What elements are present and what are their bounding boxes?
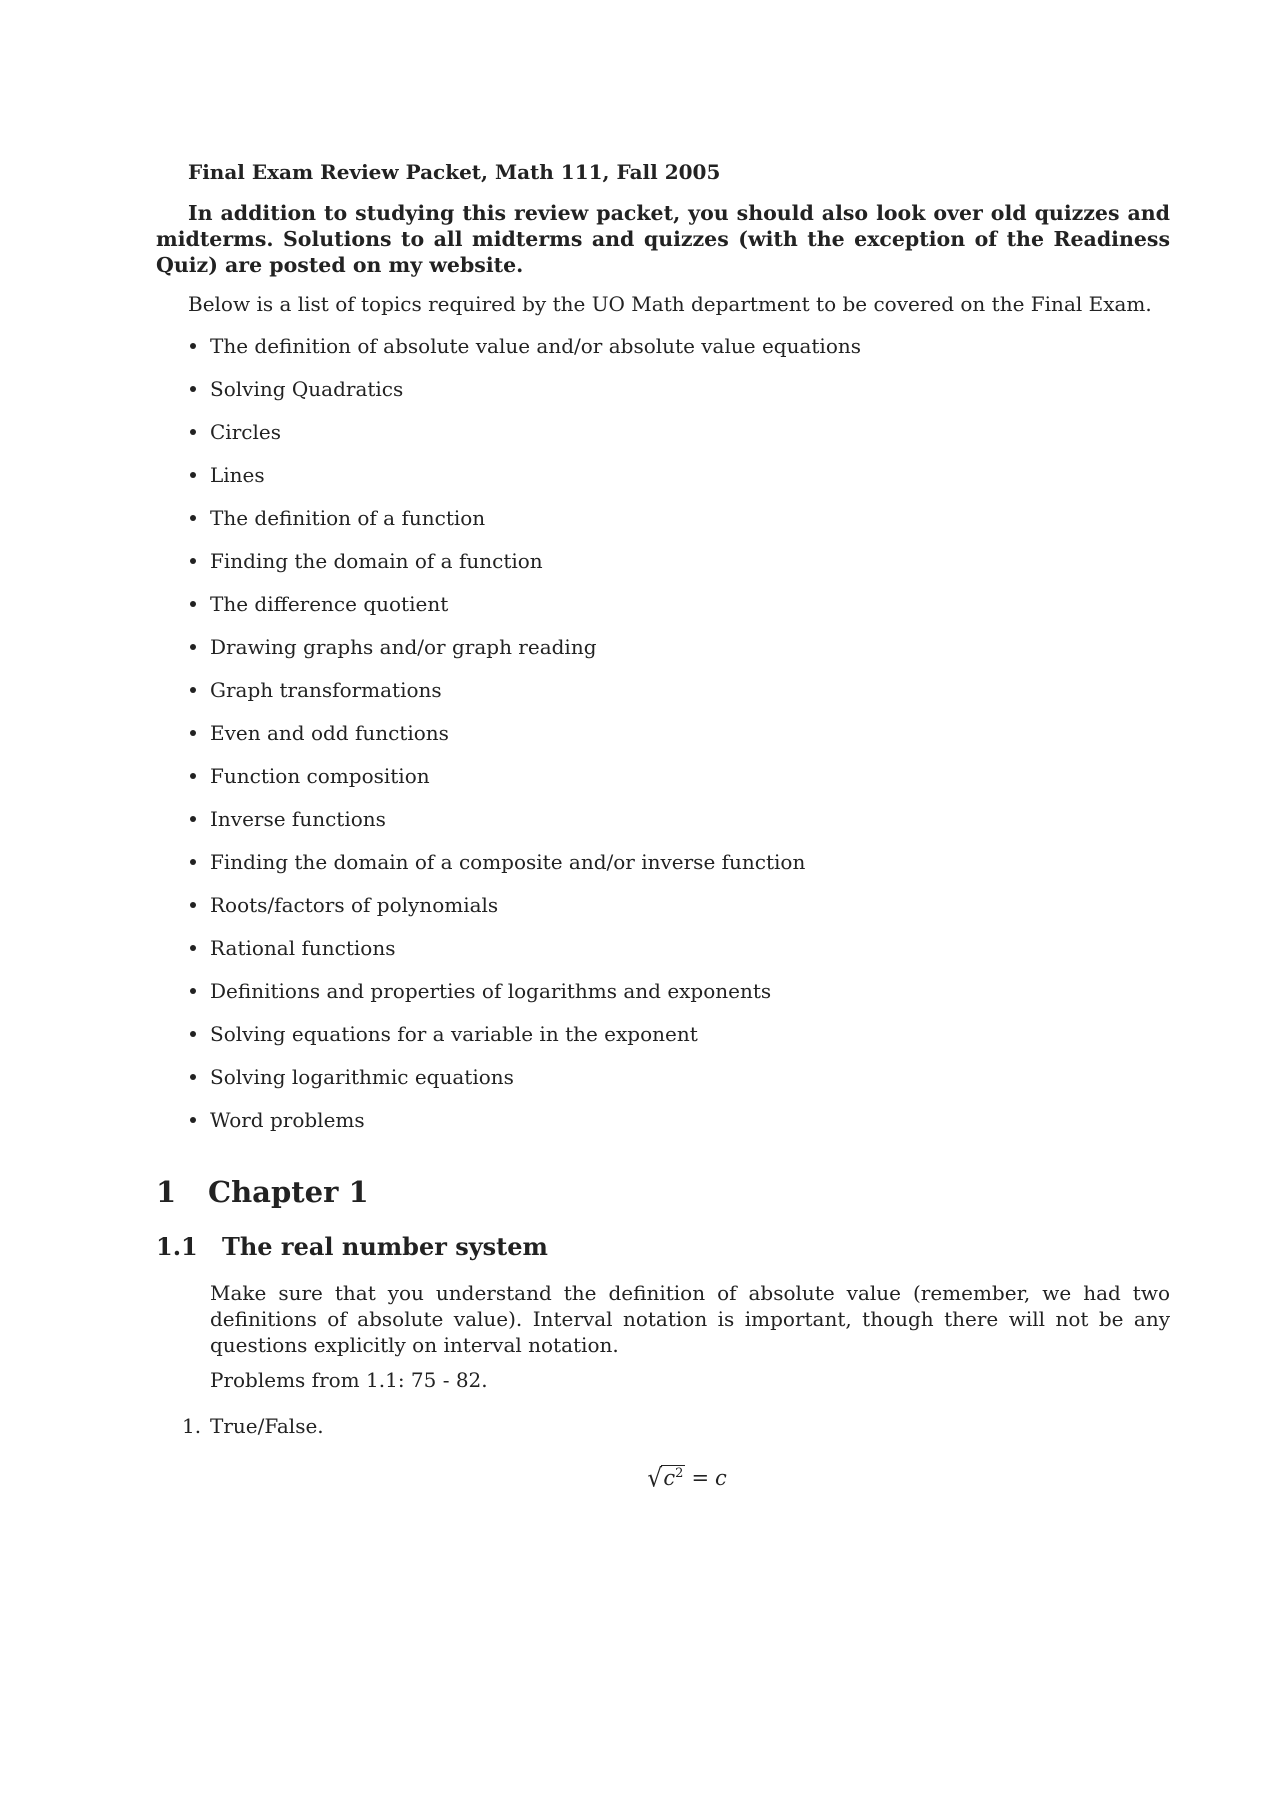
list-item <box>188 549 861 592</box>
bullet-icon <box>190 902 196 908</box>
bullet-icon <box>190 386 196 392</box>
chapter-number: 1 <box>156 1175 177 1209</box>
list-item <box>188 678 861 721</box>
topic-label: Inverse functions <box>210 807 386 831</box>
formula <box>647 1463 727 1493</box>
topic-label: Solving equations for a variable in the exponent <box>210 1022 698 1046</box>
bullet-icon <box>190 343 196 349</box>
bullet-icon <box>190 515 196 521</box>
list-item <box>188 1065 861 1108</box>
topic-label: The definition of a function <box>210 506 486 530</box>
topic-label: Rational functions <box>210 936 396 960</box>
list-item <box>188 635 861 678</box>
bullet-icon <box>190 601 196 607</box>
list-item <box>188 1108 861 1151</box>
question-text: True/False. <box>210 1414 324 1438</box>
section-paragraph: Make sure that you understand the definition of absolute value (remember, we had two definitions of absolute value). Interval notation is important, though there will not be any questions explicitly on interval notation. <box>210 1281 1170 1357</box>
bullet-icon <box>190 472 196 478</box>
topic-label: Graph transformations <box>210 678 442 702</box>
chapter-heading <box>156 1175 369 1209</box>
question-number: 1. <box>182 1414 202 1438</box>
list-item <box>188 893 861 936</box>
topic-label: Solving logarithmic equations <box>210 1065 514 1089</box>
formula-radicand <box>661 1465 685 1490</box>
list-item <box>188 1022 861 1065</box>
bullet-icon <box>190 988 196 994</box>
section-number: 1.1 <box>156 1232 198 1261</box>
bullet-icon <box>190 773 196 779</box>
topic-label: Solving Quadratics <box>210 377 404 401</box>
chapter-title: Chapter 1 <box>208 1175 369 1209</box>
bullet-icon <box>190 945 196 951</box>
question-item <box>182 1414 324 1438</box>
topic-label: The difference quotient <box>210 592 449 616</box>
bullet-icon <box>190 687 196 693</box>
topic-label: Word problems <box>210 1108 365 1132</box>
list-item <box>188 463 861 506</box>
topic-label: Function composition <box>210 764 430 788</box>
bullet-icon <box>190 859 196 865</box>
list-item <box>188 506 861 549</box>
topic-label: The definition of absolute value and/or absolute value equations <box>210 334 862 358</box>
list-item <box>188 420 861 463</box>
topic-label: Drawing graphs and/or graph reading <box>210 635 597 659</box>
formula-exponent: 2 <box>675 1466 684 1481</box>
list-item <box>188 592 861 635</box>
bullet-icon <box>190 429 196 435</box>
topic-label: Even and odd functions <box>210 721 449 745</box>
formula-equals: = <box>691 1466 710 1490</box>
list-item <box>188 979 861 1022</box>
document-title: Final Exam Review Packet, Math 111, Fall 2005 <box>188 160 721 184</box>
bullet-icon <box>190 1031 196 1037</box>
formula-rhs: c <box>715 1466 727 1490</box>
bullet-icon <box>190 644 196 650</box>
list-item <box>188 764 861 807</box>
section-heading <box>156 1232 548 1261</box>
bullet-icon <box>190 558 196 564</box>
bullet-icon <box>190 730 196 736</box>
intro-paragraph: In addition to studying this review packet, you should also look over old quizzes and midterms. Solutions to all midterms and quizzes (with the exception of the Readiness Quiz) are posted on my website. <box>156 201 1170 277</box>
bullet-icon <box>190 816 196 822</box>
bullet-icon <box>190 1117 196 1123</box>
problems-reference: Problems from 1.1: 75 - 82. <box>210 1368 488 1392</box>
list-item <box>188 377 861 420</box>
topic-label: Circles <box>210 420 281 444</box>
topic-label: Definitions and properties of logarithms and exponents <box>210 979 772 1003</box>
topic-label: Finding the domain of a function <box>210 549 543 573</box>
topic-label: Roots/factors of polynomials <box>210 893 499 917</box>
list-item <box>188 936 861 979</box>
bullet-icon <box>190 1074 196 1080</box>
list-item <box>188 850 861 893</box>
list-item <box>188 807 861 850</box>
formula-base: c <box>663 1466 676 1490</box>
topics-list <box>188 334 861 1151</box>
topics-lead-text: Below is a list of topics required by the UO Math department to be covered on the Final Exam. <box>188 292 1152 316</box>
topic-label: Finding the domain of a composite and/or inverse function <box>210 850 806 874</box>
topic-label: Lines <box>210 463 265 487</box>
list-item <box>188 334 861 377</box>
list-item <box>188 721 861 764</box>
section-title: The real number system <box>222 1232 548 1261</box>
square-root-icon: √ <box>647 1463 663 1493</box>
